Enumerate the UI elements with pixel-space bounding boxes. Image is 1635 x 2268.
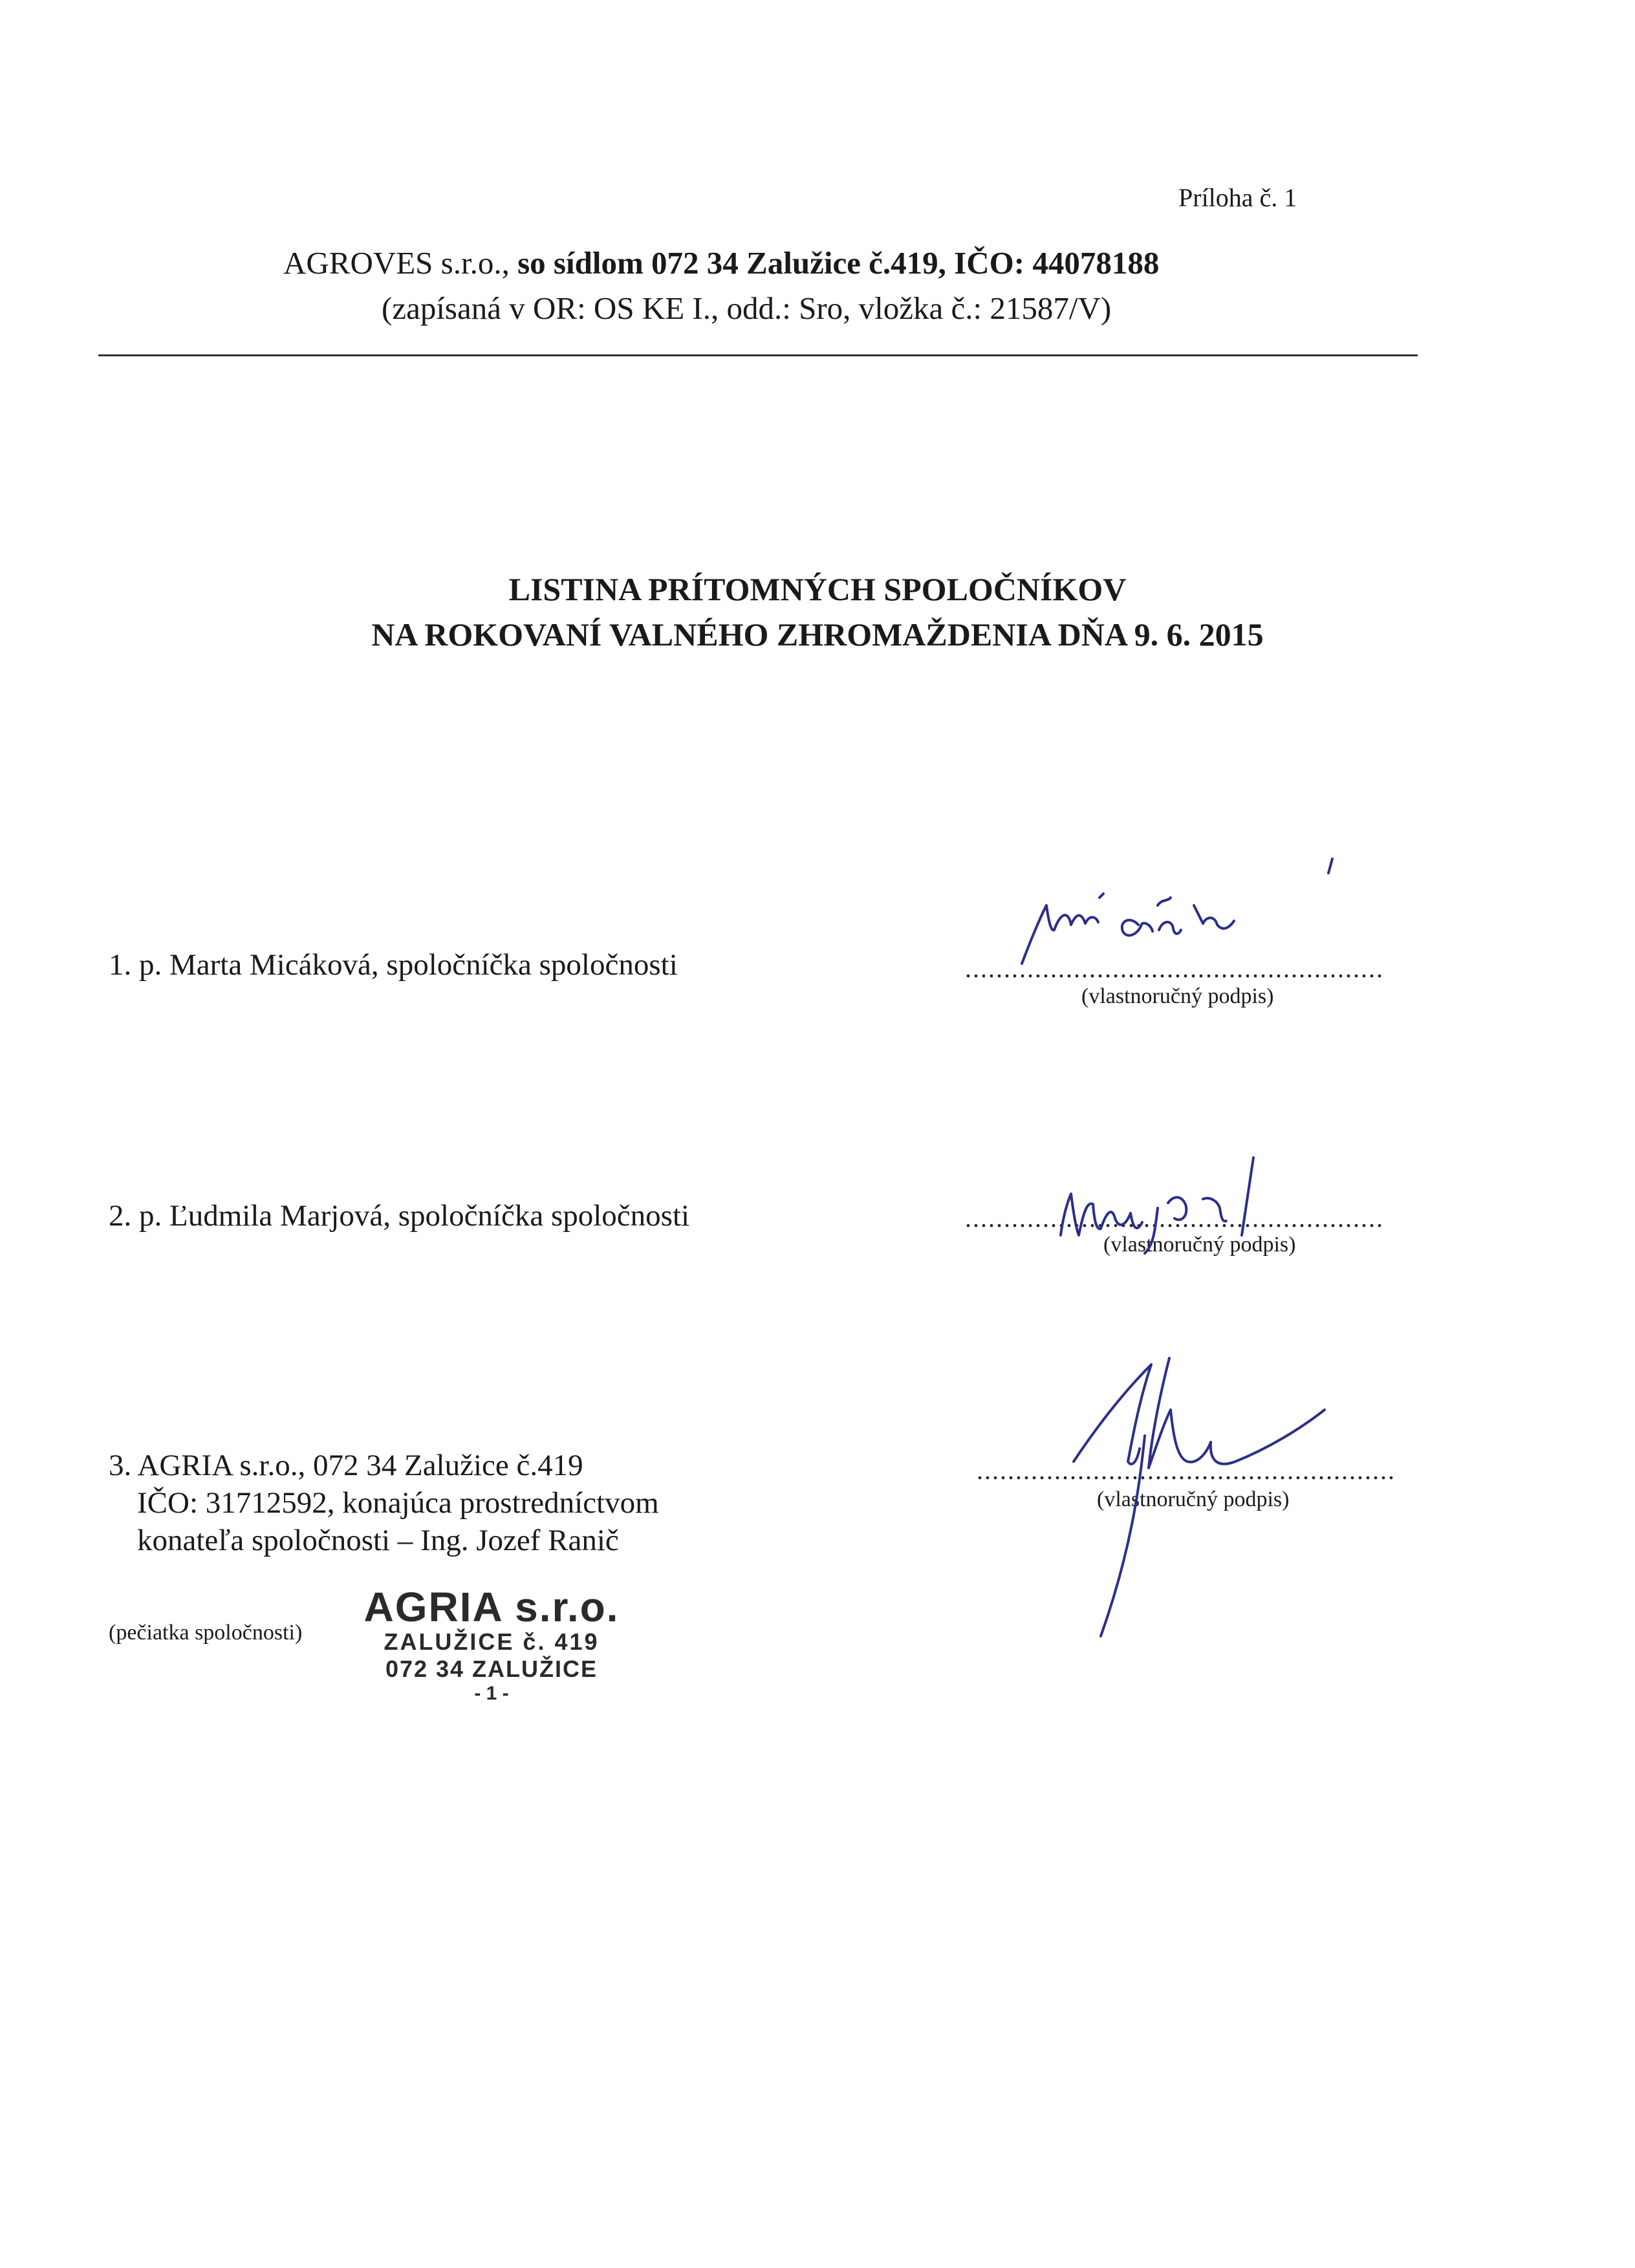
attendee-3-representative: konateľa spoločnosti – Ing. Jozef Ranič <box>137 1524 619 1557</box>
attendee-3-signature-line: ...................................................... <box>977 1456 1396 1485</box>
attendee-1-signature-line: ...................................................... <box>965 954 1384 983</box>
stamp-address: ZALUŽICE č. 419 <box>384 1628 600 1655</box>
header-divider <box>98 354 1418 356</box>
stamp-company-name: AGRIA s.r.o. <box>363 1584 620 1630</box>
stamp-number: - 1 - <box>474 1683 509 1704</box>
attendee-3-signature-caption: (vlastnoručný podpis) <box>1097 1487 1290 1511</box>
document-title: LISTINA PRÍTOMNÝCH SPOLOČNÍKOV <box>508 571 1127 607</box>
attendee-2-signature-line: ...................................................... <box>965 1204 1384 1233</box>
company-seat: so sídlom 072 34 Zalužice č.419, IČO: 44078188 <box>517 245 1160 281</box>
annex-label: Príloha č. 1 <box>1178 183 1297 212</box>
company-name: AGROVES s.r.o., <box>283 245 510 281</box>
company-line <box>283 244 1159 281</box>
attendee-3-id: IČO: 31712592, konajúca prostredníctvom <box>137 1486 659 1520</box>
company-registration: (zapísaná v OR: OS KE I., odd.: Sro, vložka č.: 21587/V) <box>382 290 1112 326</box>
company-stamp <box>336 1586 647 1705</box>
attendee-2-name: 2. p. Ľudmila Marjová, spoločníčka spoločnosti <box>109 1199 690 1233</box>
attendee-2-signature <box>1048 1132 1332 1287</box>
attendee-3-signature <box>1061 1345 1358 1643</box>
attendee-2-signature-caption: (vlastnoručný podpis) <box>1103 1233 1296 1257</box>
attendee-1-signature-caption: (vlastnoručný podpis) <box>1081 984 1274 1008</box>
attendee-3-name: 3. AGRIA s.r.o., 072 34 Zalužice č.419 <box>109 1449 583 1482</box>
attendee-1-signature <box>1009 854 1371 983</box>
stamp-label: (pečiatka spoločnosti) <box>109 1621 303 1645</box>
document-subtitle: NA ROKOVANÍ VALNÉHO ZHROMAŽDENIA DŇA 9. 6. 2015 <box>371 616 1264 653</box>
stamp-city: 072 34 ZALUŽICE <box>385 1656 598 1682</box>
attendee-1-name: 1. p. Marta Micáková, spoločníčka spoločnosti <box>109 948 678 982</box>
